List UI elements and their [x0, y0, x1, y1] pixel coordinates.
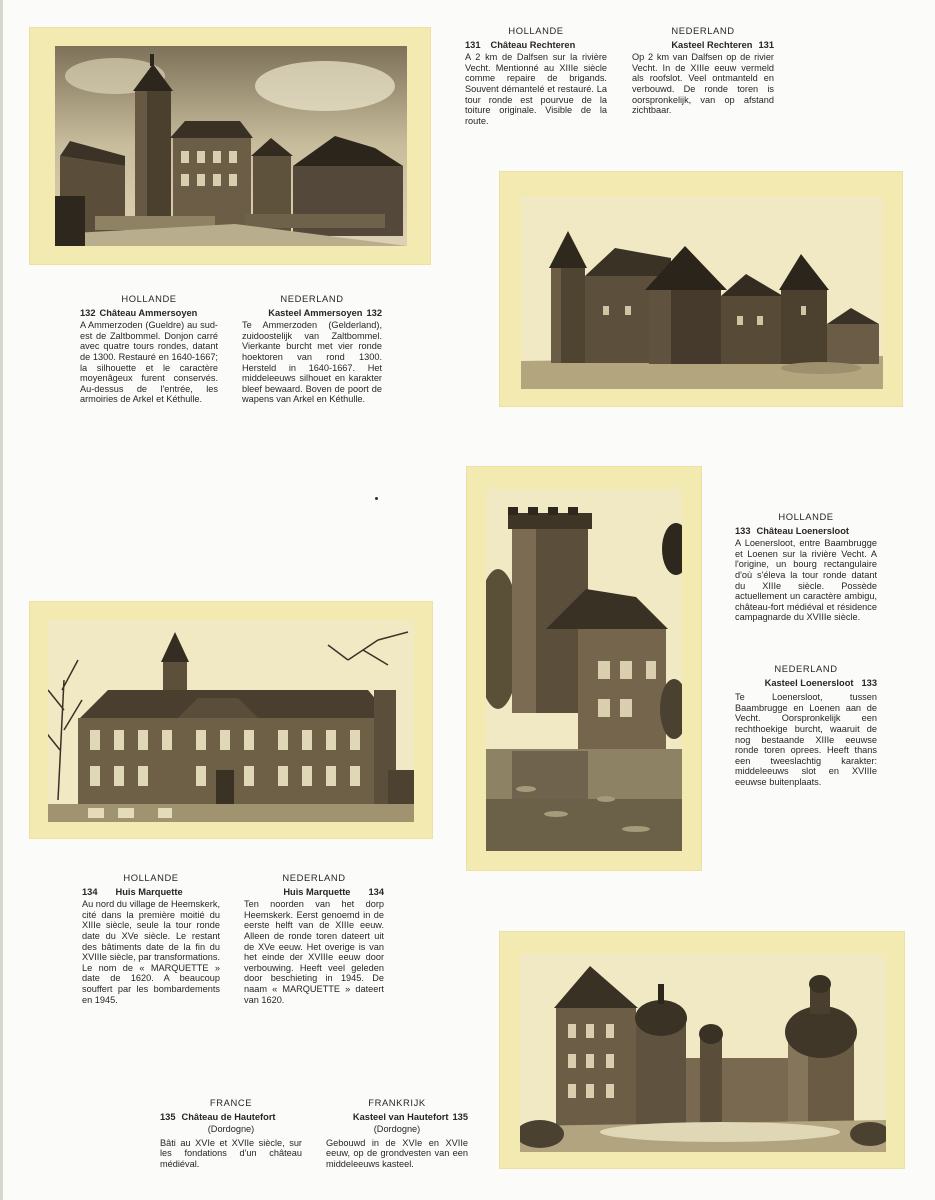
entry-body: Te Loenersloot, tussen Baambrugge en Loenen aan de Vecht. Oorspronkelijk een rechthoekige burcht, waaruit de nog bestaande XIIIe eeuwse ronde toren oprees. Heeft thans een tweeslachtig karakter: middeleeuws slot en XVIIIe eeuwse buitenplaats.	[735, 692, 877, 787]
entry-heading	[326, 1112, 468, 1123]
country-label: NEDERLAND	[671, 25, 735, 36]
entry-heading	[160, 1112, 302, 1123]
entry-body: Te Ammerzoden (Gelderland), zuidoostelijk van Zaltbommel. Vierkante burcht met vier ronde hoektoren van rond 1300. Hersteld in 1640-1667. Het middeleeuws silhouet en karakter bleef bewaard. Boven de poort de wapens van Arkel en Kéthulle.	[242, 320, 382, 405]
photo-card-marquette	[30, 602, 432, 838]
country-label: NEDERLAND	[280, 293, 344, 304]
entry-title: Kasteel Ammersoyen	[268, 307, 363, 318]
entry-133-fr	[735, 512, 877, 623]
entry-134-nl	[244, 873, 384, 1005]
entry-131-nl	[632, 26, 774, 116]
photo-card-rechteren	[500, 172, 902, 406]
entry-body: Gebouwd in de XVIe en XVIIe eeuw, op de grondvesten van een middeleeuws kasteel.	[326, 1137, 468, 1169]
entry-number: 133	[735, 525, 751, 536]
entry-132-nl	[242, 294, 382, 405]
speck	[375, 497, 378, 500]
country-label: HOLLANDE	[123, 872, 179, 883]
entry-title: Château Rechteren	[490, 39, 576, 50]
entry-heading	[735, 678, 877, 689]
photo-marquette	[48, 620, 414, 822]
photo-hautefort	[520, 954, 886, 1152]
photo-card-ammersoyen	[30, 28, 430, 264]
entry-number: 135	[452, 1111, 468, 1122]
entry-body: A Loenersloot, entre Baambrugge et Loenen sur la rivière Vecht. A l'origine, un bourg rectangulaire d'où s'éleva la tour ronde datant du XIIIe siècle. Possède actuellement un caractère ambigu, château-fort médiéval et résidence campagnarde du XVIIIe siècle.	[735, 538, 877, 623]
entry-body: A 2 km de Dalfsen sur la rivière Vecht. Mentionné au XIIIe siècle comme repaire de brigands. Souvent démantelé et restauré. La tour ronde est pourvue de la toiture originale. Visible de la route.	[465, 52, 607, 126]
entry-heading	[242, 308, 382, 319]
photo-card-loenersloot	[467, 467, 701, 870]
country-label: NEDERLAND	[774, 663, 838, 674]
entry-133-nl	[735, 664, 877, 788]
entry-number: 133	[861, 677, 877, 688]
entry-body: Op 2 km van Dalfsen op de rivier Vecht. In de XIIIe eeuw vermeld als roofslot. Veel ontmanteld en verbouwd. De ronde toren is oorspronkelijk, van op afstand zichtbaar.	[632, 52, 774, 116]
entry-number: 134	[368, 886, 384, 897]
entry-title: Kasteel Loenersloot	[764, 677, 854, 688]
entry-number: 134	[82, 886, 98, 897]
entry-heading	[244, 887, 384, 898]
entry-number: 131	[758, 39, 774, 50]
entry-title: Huis Marquette	[283, 886, 351, 897]
photo-loenersloot	[486, 489, 682, 851]
entry-heading	[735, 526, 877, 537]
entry-131-fr	[465, 26, 607, 126]
entry-body: Bâti au XVIe et XVIIe siècle, sur les fondations d'un château médiéval.	[160, 1137, 302, 1169]
entry-135-nl	[326, 1098, 468, 1170]
country-label: HOLLANDE	[508, 25, 564, 36]
country-label: FRANKRIJK	[368, 1097, 426, 1108]
entry-title: Château Loenersloot	[756, 525, 849, 536]
entry-title: Kasteel Rechteren	[671, 39, 753, 50]
photo-card-hautefort	[500, 932, 904, 1168]
entry-region: (Dordogne)	[373, 1124, 421, 1135]
entry-body: Au nord du village de Heemskerk, cité dans la première moitié du XIIIe siècle, seule la tour ronde date du XVe siècle. Le restant des bâtiments date de la fin du XVIIIe siècle, par transformations. Le nom de « MARQUETTE » date de 1620. A beaucoup souffert par les bombardements en 1945.	[82, 899, 220, 1005]
page-edge	[0, 0, 3, 1200]
entry-number: 132	[366, 307, 382, 318]
entry-heading	[80, 308, 218, 319]
country-label: HOLLANDE	[778, 511, 834, 522]
entry-region: (Dordogne)	[207, 1124, 255, 1135]
entry-title: Château de Hautefort	[181, 1111, 276, 1122]
country-label: FRANCE	[209, 1097, 253, 1108]
entry-number: 135	[160, 1111, 176, 1122]
entry-heading	[82, 887, 220, 898]
entry-132-fr	[80, 294, 218, 405]
entry-title: Château Ammersoyen	[99, 307, 198, 318]
entry-number: 131	[465, 39, 481, 50]
photo-ammersoyen	[55, 46, 407, 246]
entry-body: A Ammerzoden (Gueldre) au sud-est de Zaltbommel. Donjon carré avec quatre tours rondes, datant de 1300. Restauré en 1640-1667; la silhouette et le caractère moyenâgeux furent conservés. Au-dessus de l'entrée, les armoiries de Arkel et Kéthulle.	[80, 320, 218, 405]
entry-title: Kasteel van Hautefort	[352, 1111, 449, 1122]
entry-body: Ten noorden van het dorp Heemskerk. Eerst genoemd in de eerste helft van de XIIIe eeuw. Alleen de ronde toren dateert uit de XVe eeuw. Het overige is van het einde der XVIIIe eeuw door verbouwing. Heeft veel geleden door beschieting in 1945. De naam « MARQUETTE » dateert van 1620.	[244, 899, 384, 1005]
photo-rechteren	[521, 196, 883, 389]
country-label: HOLLANDE	[121, 293, 177, 304]
entry-135-fr	[160, 1098, 302, 1170]
entry-number: 132	[80, 307, 96, 318]
country-label: NEDERLAND	[282, 872, 346, 883]
entry-134-fr	[82, 873, 220, 1005]
entry-heading	[632, 40, 774, 51]
entry-title: Huis Marquette	[115, 886, 183, 897]
entry-heading	[465, 40, 607, 51]
